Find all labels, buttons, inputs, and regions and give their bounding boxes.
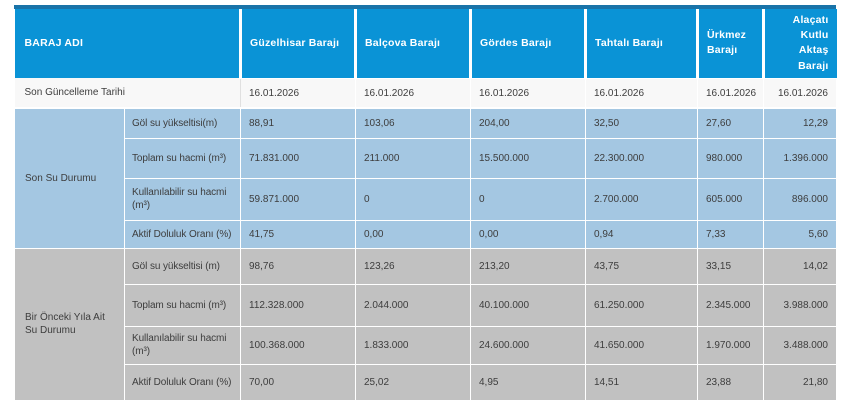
value-cell: 70,00: [241, 364, 356, 400]
section-previous-year-water-status: [15, 248, 837, 400]
update-date-cell: 16.01.2026: [356, 78, 471, 108]
value-cell: 980.000: [698, 138, 764, 178]
metric-label-cell: Toplam su hacmi (m³): [125, 138, 241, 178]
metric-label-cell: Göl su yükseltisi(m): [125, 108, 241, 138]
value-cell: 43,75: [586, 248, 698, 284]
value-cell: 3.988.000: [764, 284, 837, 326]
dam-status-table-container: [14, 5, 836, 401]
update-date-label: Son Güncelleme Tarihi: [15, 78, 241, 108]
value-cell: 1.833.000: [356, 326, 471, 364]
value-cell: 896.000: [764, 178, 837, 220]
metric-label-cell: Aktif Doluluk Oranı (%): [125, 220, 241, 248]
metric-label-cell: Kullanılabilir su hacmi (m³): [125, 326, 241, 364]
value-cell: 4,95: [471, 364, 586, 400]
header-row: [15, 9, 837, 78]
value-cell: 41.650.000: [586, 326, 698, 364]
value-cell: 0: [356, 178, 471, 220]
column-header-gordes: Gördes Barajı: [471, 9, 586, 78]
table-row: [15, 108, 837, 138]
value-cell: 213,20: [471, 248, 586, 284]
value-cell: 12,29: [764, 108, 837, 138]
value-cell: 24.600.000: [471, 326, 586, 364]
value-cell: 5,60: [764, 220, 837, 248]
value-cell: 40.100.000: [471, 284, 586, 326]
section-name-cell: Bir Önceki Yıla Ait Su Durumu: [15, 248, 125, 400]
value-cell: 41,75: [241, 220, 356, 248]
column-header-urkmez: Ürkmez Barajı: [698, 9, 764, 78]
table-row: [15, 248, 837, 284]
table-row: [15, 284, 837, 326]
metric-label-cell: Aktif Doluluk Oranı (%): [125, 364, 241, 400]
value-cell: 1.970.000: [698, 326, 764, 364]
section-current-water-status: [15, 108, 837, 248]
update-date-cell: 16.01.2026: [241, 78, 356, 108]
section-name-cell: Son Su Durumu: [15, 108, 125, 248]
update-date-cell: 16.01.2026: [698, 78, 764, 108]
update-date-row: [15, 78, 837, 108]
value-cell: 204,00: [471, 108, 586, 138]
value-cell: 33,15: [698, 248, 764, 284]
value-cell: 2.044.000: [356, 284, 471, 326]
value-cell: 100.368.000: [241, 326, 356, 364]
value-cell: 14,02: [764, 248, 837, 284]
metric-label-cell: Göl su yükseltisi (m): [125, 248, 241, 284]
value-cell: 59.871.000: [241, 178, 356, 220]
value-cell: 0,00: [471, 220, 586, 248]
value-cell: 25,02: [356, 364, 471, 400]
value-cell: 71.831.000: [241, 138, 356, 178]
value-cell: 61.250.000: [586, 284, 698, 326]
column-header-alacati: Alaçatı Kutlu Aktaş Barajı: [764, 9, 837, 78]
column-header-guzelhisar: Güzelhisar Barajı: [241, 9, 356, 78]
metric-label-cell: Kullanılabilir su hacmi (m³): [125, 178, 241, 220]
table-row: [15, 326, 837, 364]
value-cell: 3.488.000: [764, 326, 837, 364]
column-header-baraj-adi: BARAJ ADI: [15, 9, 241, 78]
value-cell: 21,80: [764, 364, 837, 400]
value-cell: 98,76: [241, 248, 356, 284]
column-header-balcova: Balçova Barajı: [356, 9, 471, 78]
update-date-cell: 16.01.2026: [471, 78, 586, 108]
value-cell: 15.500.000: [471, 138, 586, 178]
value-cell: 0,94: [586, 220, 698, 248]
value-cell: 112.328.000: [241, 284, 356, 326]
column-header-tahtali: Tahtalı Barajı: [586, 9, 698, 78]
value-cell: 103,06: [356, 108, 471, 138]
value-cell: 22.300.000: [586, 138, 698, 178]
value-cell: 2.345.000: [698, 284, 764, 326]
update-date-cell: 16.01.2026: [764, 78, 837, 108]
table-row: [15, 220, 837, 248]
value-cell: 27,60: [698, 108, 764, 138]
value-cell: 32,50: [586, 108, 698, 138]
value-cell: 123,26: [356, 248, 471, 284]
value-cell: 1.396.000: [764, 138, 837, 178]
update-date-cell: 16.01.2026: [586, 78, 698, 108]
value-cell: 605.000: [698, 178, 764, 220]
value-cell: 88,91: [241, 108, 356, 138]
value-cell: 0: [471, 178, 586, 220]
value-cell: 7,33: [698, 220, 764, 248]
value-cell: 23,88: [698, 364, 764, 400]
table-row: [15, 138, 837, 178]
value-cell: 2.700.000: [586, 178, 698, 220]
table-row: [15, 178, 837, 220]
dam-status-table: [14, 9, 837, 401]
table-row: [15, 364, 837, 400]
value-cell: 211.000: [356, 138, 471, 178]
metric-label-cell: Toplam su hacmi (m³): [125, 284, 241, 326]
value-cell: 0,00: [356, 220, 471, 248]
value-cell: 14,51: [586, 364, 698, 400]
